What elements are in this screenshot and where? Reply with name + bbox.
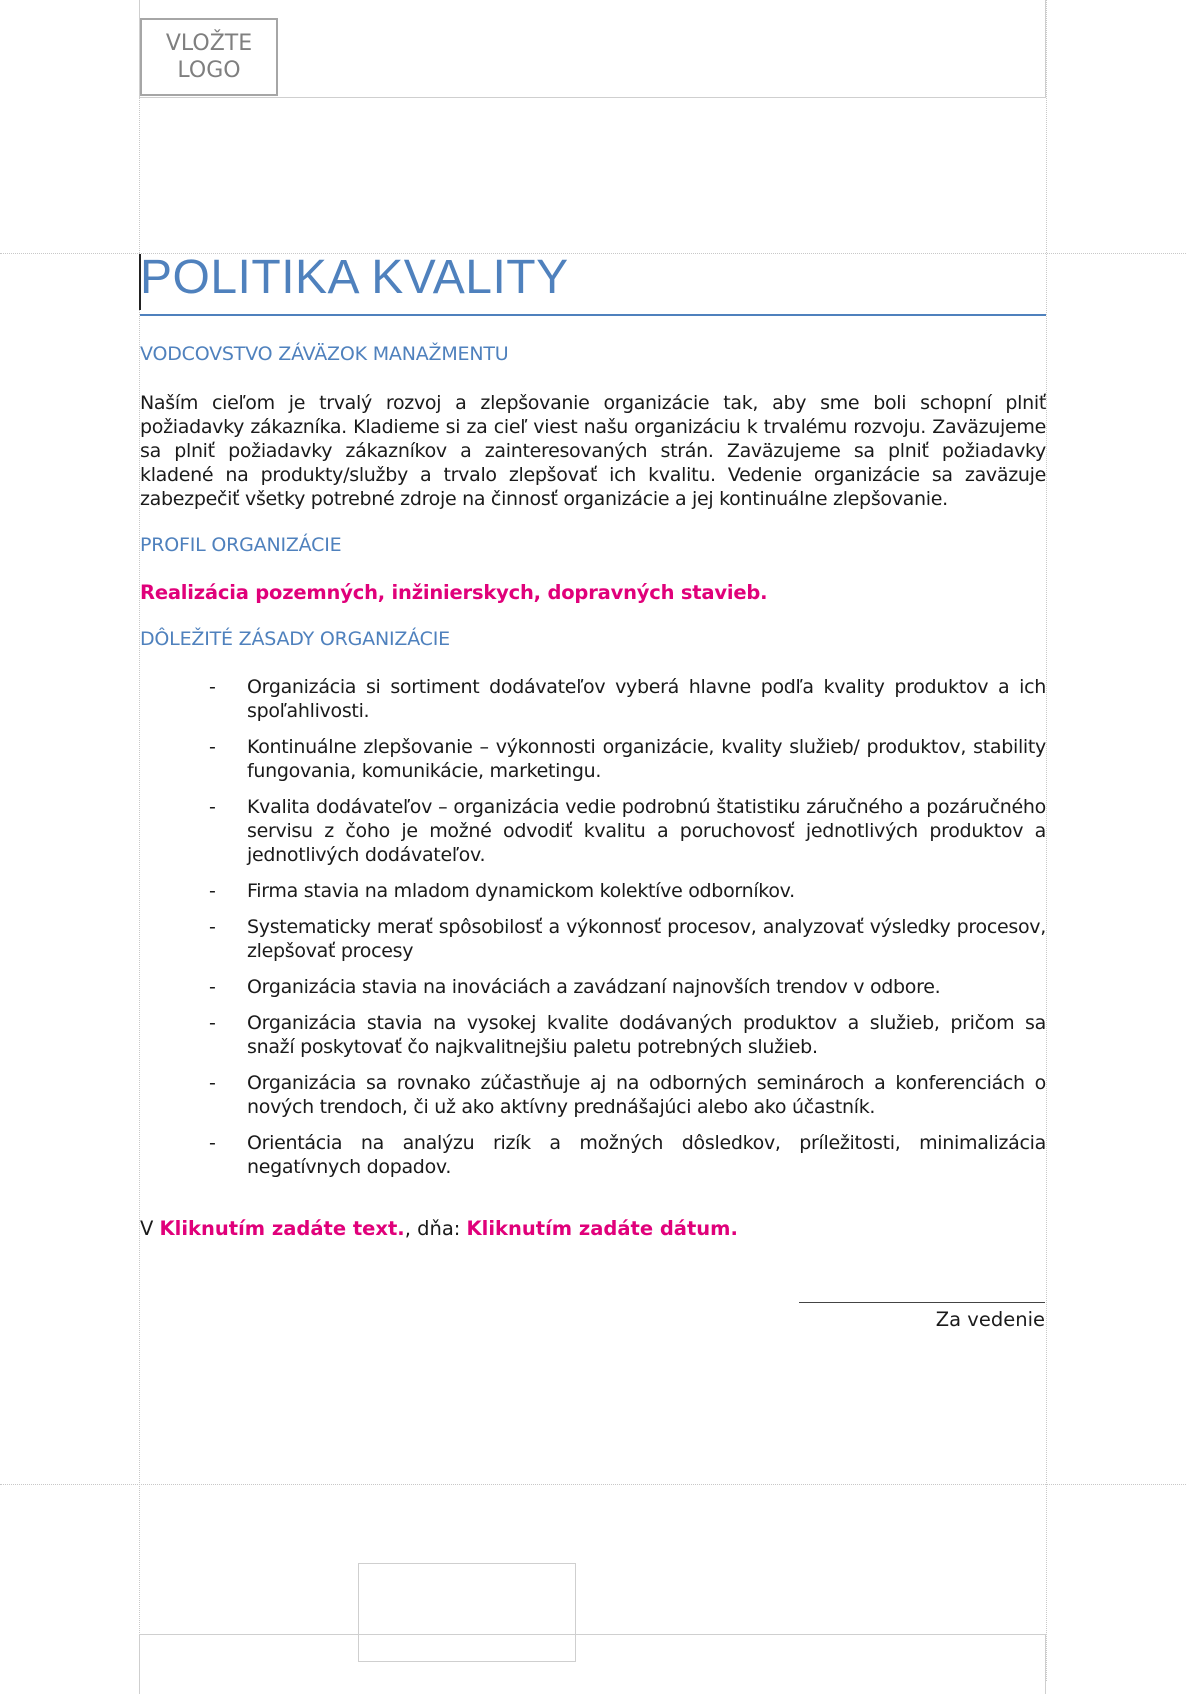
signature-label: Za vedenie <box>935 1308 1045 1331</box>
list-item-text: Organizácia si sortiment dodávateľov vyberá hlavne podľa kvality produktov a ich spoľahlivosti. <box>247 676 1046 722</box>
document-body[interactable] <box>140 250 1046 1241</box>
bullet-dash: - <box>209 1132 216 1154</box>
place-date-line <box>140 1217 1046 1241</box>
profile-highlight[interactable]: Realizácia pozemných, inžinierskych, dopravných stavieb. <box>140 581 768 604</box>
list-item-text: Kvalita dodávateľov – organizácia vedie podrobnú štatistiku záručného a pozáručného servisu z čoho je možné odvodiť kvalitu a poruchovosť jednotlivých produktov a jednotlivých dodávateľov. <box>247 796 1046 866</box>
section-heading-leadership[interactable]: VODCOVSTVO ZÁVÄZOK MANAŽMENTU <box>140 343 509 365</box>
footer-boundary-guide <box>0 1484 1186 1485</box>
principles-list <box>140 675 1046 1179</box>
signature-line[interactable] <box>799 1302 1045 1337</box>
bullet-dash: - <box>209 676 216 698</box>
date-prefix: , dňa: <box>404 1217 461 1240</box>
document-title[interactable]: POLITIKA KVALITY <box>140 250 1046 316</box>
list-item[interactable] <box>140 975 1046 999</box>
bullet-dash: - <box>209 796 216 818</box>
bullet-dash: - <box>209 880 216 902</box>
bullet-dash: - <box>209 1012 216 1034</box>
list-item[interactable] <box>140 1131 1046 1179</box>
list-item-text: Organizácia sa rovnako zúčastňuje aj na odborných seminároch a konferenciách o nových trendoch, či už ako aktívny prednášajúci alebo ako účastník. <box>247 1072 1046 1118</box>
list-item-text: Organizácia stavia na vysokej kvalite dodávaných produktov a služieb, pričom sa snaží poskytovať čo najkvalitnejšiu paletu potrebných služieb. <box>247 1012 1046 1058</box>
date-picker-field[interactable]: Kliknutím zadáte dátum. <box>466 1217 738 1240</box>
logo-placeholder[interactable]: VLOŽTE LOGO <box>140 18 278 96</box>
section-heading-principles[interactable]: DÔLEŽITÉ ZÁSADY ORGANIZÁCIE <box>140 628 450 650</box>
list-item[interactable] <box>140 1011 1046 1059</box>
list-item-text: Systematicky merať spôsobilosť a výkonnosť procesov, analyzovať výsledky procesov, zlepšovať procesy <box>247 916 1046 962</box>
bullet-dash: - <box>209 916 216 938</box>
section-heading-profile[interactable]: PROFIL ORGANIZÁCIE <box>140 534 342 556</box>
bullet-dash: - <box>209 976 216 998</box>
list-item[interactable] <box>140 1071 1046 1119</box>
place-prefix: V <box>140 1217 154 1240</box>
list-item[interactable] <box>140 915 1046 963</box>
list-item-text: Organizácia stavia na inováciách a zavádzaní najnovších trendov v odbore. <box>247 976 941 998</box>
list-item[interactable] <box>140 879 1046 903</box>
list-item-text: Firma stavia na mladom dynamickom kolektíve odborníkov. <box>247 880 795 902</box>
bullet-dash: - <box>209 736 216 758</box>
list-item[interactable] <box>140 735 1046 783</box>
list-item-text: Kontinuálne zlepšovanie – výkonnosti organizácie, kvality služieb/ produktov, stability fungovania, komunikácie, marketingu. <box>247 736 1046 782</box>
list-item-text: Orientácia na analýzu rizík a možných dôsledkov, príležitosti, minimalizácia negatívnych dopadov. <box>247 1132 1046 1178</box>
list-item[interactable] <box>140 675 1046 723</box>
list-item[interactable] <box>140 795 1046 867</box>
place-text-field[interactable]: Kliknutím zadáte text. <box>159 1217 405 1240</box>
footer-frame <box>139 1634 1046 1694</box>
leadership-paragraph[interactable]: Naším cieľom je trvalý rozvoj a zlepšovanie organizácie tak, aby sme boli schopní plniť požiadavky zákazníka. Kladieme si za cieľ viest našu organizáciu k trvalému rozvoju. Zaväzujeme sa plniť požiadavky zákazníkov a zainteresovaných strán. Zaväzujeme sa plniť požiadavky kladené na produkty/služby a trvalo zlepšovať ich kvalitu. Vedenie organizácie sa zaväzuje zabezpečiť všetky potrebné zdroje na činnosť organizácie a jej kontinuálne zlepšovanie. <box>140 392 1046 510</box>
bullet-dash: - <box>209 1072 216 1094</box>
